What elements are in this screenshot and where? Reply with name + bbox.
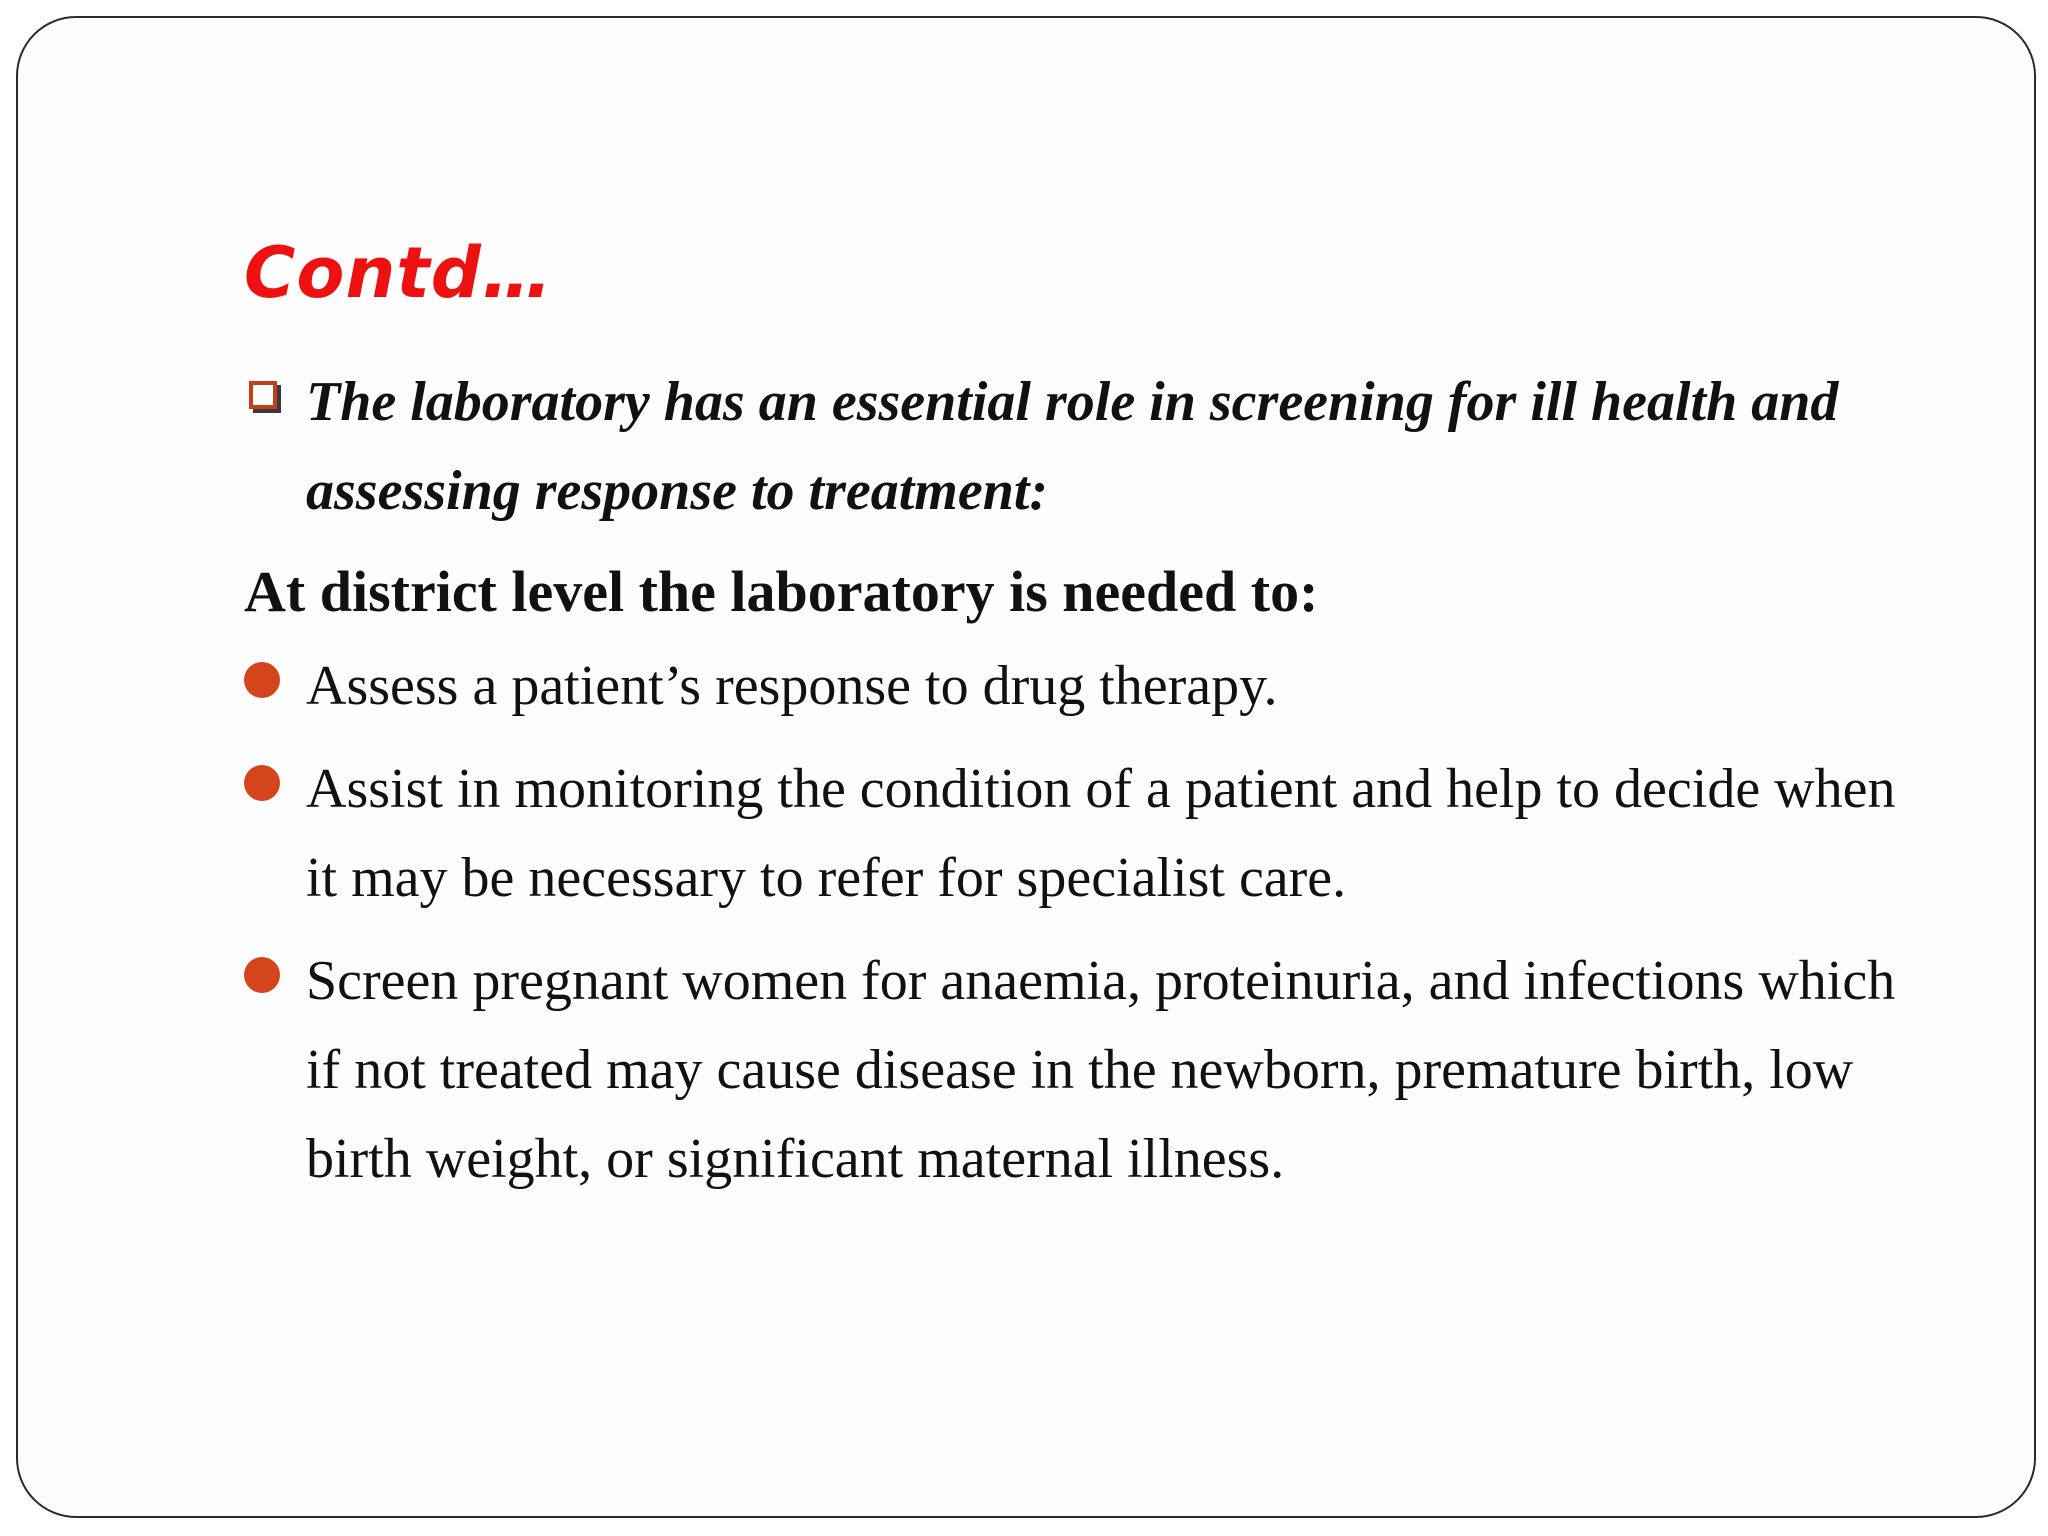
dot-bullet-icon: [244, 662, 280, 698]
square-bullet-icon: [249, 381, 277, 409]
slide-title: Contd…: [244, 232, 553, 314]
bullet-item: [244, 642, 1934, 731]
bullet-list: [244, 642, 1934, 1204]
section-subheading: At district level the laboratory is needed to:: [244, 559, 1319, 624]
slide-frame: [16, 16, 2036, 1518]
bullet-item: [244, 937, 1934, 1204]
slide-body: [244, 358, 1934, 1218]
intro-paragraph: [244, 358, 1934, 536]
dot-bullet-icon: [244, 957, 280, 993]
bullet-text: Assess a patient’s response to drug therapy.: [306, 655, 1278, 717]
bullet-text: Screen pregnant women for anaemia, proteinuria, and infections which if not treated may cause disease in the newborn, premature birth, low birth weight, or significant maternal illness.: [306, 950, 1896, 1190]
bullet-item: [244, 745, 1934, 923]
dot-bullet-icon: [244, 765, 280, 801]
intro-text: The laboratory has an essential role in screening for ill health and assessing response to treatment:: [306, 371, 1839, 522]
bullet-text: Assist in monitoring the condition of a patient and help to decide when it may be necessary to refer for specialist care.: [306, 758, 1896, 909]
